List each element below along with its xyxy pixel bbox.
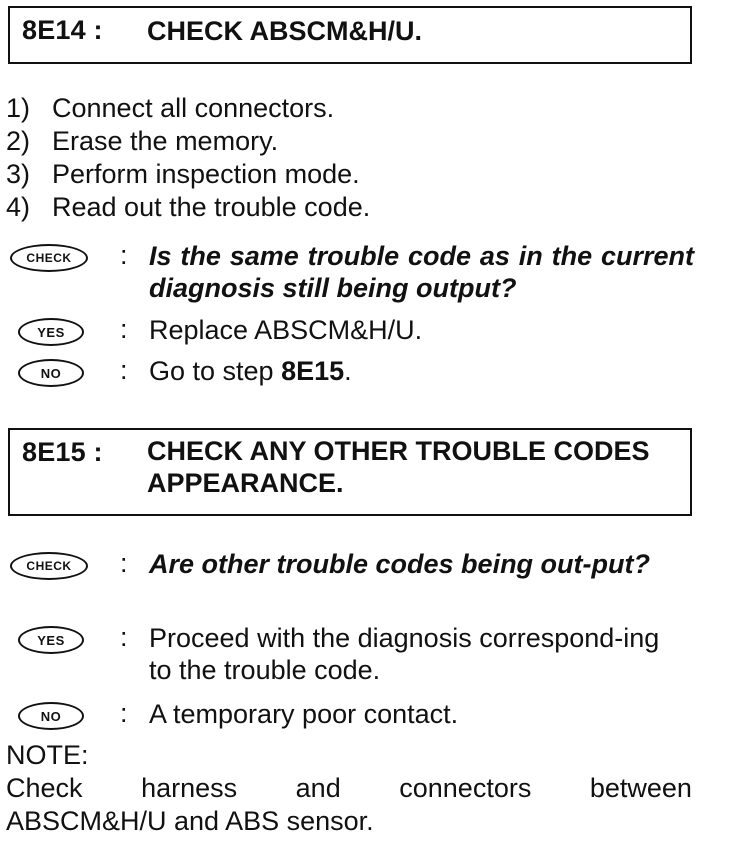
check-question: Is the same trouble code as in the current diagnosis still being output? (149, 241, 694, 303)
step-title: CHECK ANY OTHER TROUBLE CODES APPEARANCE. (147, 436, 650, 498)
colon: : (120, 240, 128, 270)
colon: : (120, 548, 128, 578)
note-label: NOTE: (6, 740, 89, 770)
colon: : (120, 622, 128, 652)
no-badge-icon: NO (18, 359, 84, 387)
colon: : (120, 355, 128, 385)
colon: : (120, 314, 128, 344)
procedure-item: 2) Erase the memory. (6, 126, 279, 156)
no-text: A temporary poor contact. (149, 699, 459, 729)
colon: : (120, 698, 128, 728)
procedure-list (6, 92, 370, 224)
no-badge-icon: NO (18, 702, 84, 730)
check-badge-icon: CHECK (10, 552, 88, 580)
yes-badge-icon: YES (18, 626, 84, 654)
yes-text: Replace ABSCM&H/U. (149, 315, 423, 345)
note-text (6, 772, 692, 838)
procedure-item: 1) Connect all connectors. (6, 93, 335, 123)
step-id: 8E15 : (22, 437, 103, 467)
procedure-item: 4) Read out the trouble code. (6, 192, 371, 222)
step-link-8e15: 8E15 (281, 356, 345, 386)
yes-badge-icon: YES (18, 318, 84, 346)
check-badge-icon: CHECK (10, 244, 88, 272)
step-header-8e14 (8, 6, 692, 64)
step-id: 8E14 : (22, 15, 103, 45)
no-text: Go to step 8E15. (149, 356, 352, 386)
note-line-1: Check harness and connectors between (6, 773, 692, 803)
step-title: CHECK ABSCM&H/U. (147, 16, 422, 46)
note-line-2: ABSCM&H/U and ABS sensor. (6, 806, 374, 836)
check-question: Are other trouble codes being out-put? (149, 549, 650, 579)
yes-text: Proceed with the diagnosis correspond-ing to the trouble code. (149, 623, 660, 685)
procedure-item: 3) Perform inspection mode. (6, 159, 360, 189)
step-header-8e15 (8, 428, 692, 516)
